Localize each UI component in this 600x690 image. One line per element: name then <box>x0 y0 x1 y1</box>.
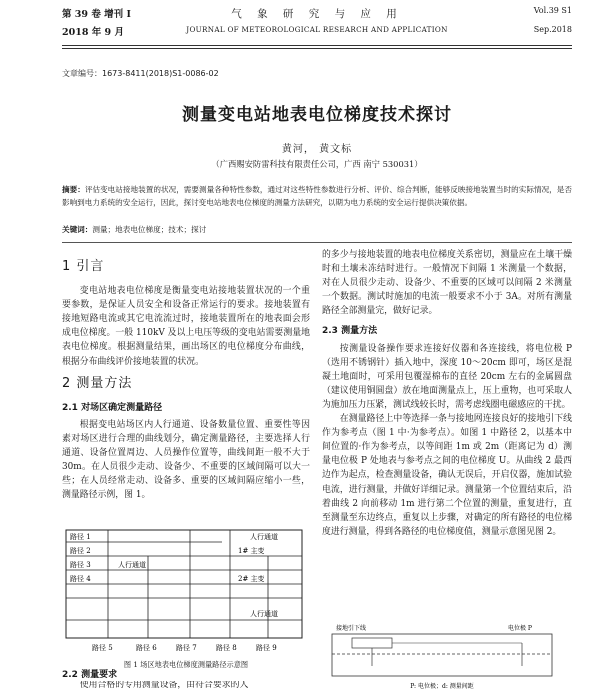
section-1-paragraph: 变电站地表电位梯度是衡量变电站接地装置状况的一个重要参数，是保证人员安全和设备正常运行的要求。接地装置有接地短路电流或其它电流流过时，接地装置所在的地表面会形成电位梯度。一般 110kV 及以上电压等级的变电站需要测量地表电位梯度。根据测量结果，画出场区的电位梯度分布曲线，根据分布曲线评价接地装置的状况。 <box>62 286 310 367</box>
meter-box <box>352 638 392 648</box>
right-column <box>322 248 572 539</box>
abstract-label: 摘要： <box>62 185 85 194</box>
path-label-9: 路径 9 <box>256 644 277 652</box>
down-conductor-label: 接地引下线 <box>336 625 367 632</box>
aisle-bottom-label: 人行通道 <box>250 610 278 618</box>
abstract <box>62 183 572 209</box>
section-2-2-body <box>62 681 310 690</box>
figure-2-caption: P: 电位极；d: 测量间距 <box>410 683 474 690</box>
article-number: 文章编号：1673-8411(2018)S1-0086-02 <box>62 69 219 78</box>
path-label-8: 路径 8 <box>216 644 237 652</box>
header-rule <box>62 48 572 49</box>
section-2-1-heading: 2.1 对场区确定测量路径 <box>62 402 163 413</box>
path-label-5: 路径 5 <box>92 644 113 652</box>
volume-en: Vol.39 S1 <box>533 6 572 15</box>
right-paragraph-0: 的多少与接地装置的地表电位梯度关系密切，测量应在土壤干燥时和土壤未冻结时进行。一般情况下间隔 1 米测量一个数据，对在人员很少走动、设备少、不重要的区域可以间隔 2 米测量一个数据。测试时施加的电流一般要求不小于 3A。对所有测量路径全部测量完，做好记录。 <box>322 250 572 317</box>
transformer-2-label: 2# 主变 <box>238 575 265 583</box>
section-2-2-paragraph: 使用合格的专用测量设备，由符合要求的人 <box>79 681 249 690</box>
aisle-mid-label: 人行通道 <box>118 561 146 569</box>
section-2-3-paragraph-1: 按测量设备操作要求连接好仪器和各连接线，将电位极 P（选用不锈钢针）插入地中，深度 10～20cm 即可，场区是混凝土地面时，可采用包覆湿棉布的直径 20cm 左右的金属圆盘（建议使用铜圆盘）放在地面测量点上，压上重物，也可采取人为施加压力压紧，测试线较长时，需考虑线圈电磁感应的干扰。 <box>322 343 572 410</box>
section-2-heading: 2 测量方法 <box>62 375 133 391</box>
paper-title: 测量变电站地表电位梯度技术探讨 <box>182 105 452 125</box>
left-column <box>62 252 310 502</box>
section-2-2-heading: 2.2 测量要求 <box>62 670 118 680</box>
path-label-7: 路径 7 <box>176 644 197 652</box>
journal-name-cn: 气 象 研 究 与 应 用 <box>231 8 403 20</box>
affiliation: （广西赐安防雷科技有限责任公司，广西 南宁 530031） <box>211 159 423 169</box>
path-label-4: 路径 4 <box>70 575 91 583</box>
transformer-1-label: 1# 主变 <box>238 547 265 555</box>
date-cn: 2018 年 9 月 <box>62 27 124 38</box>
authors: 黄河， 黄文标 <box>281 144 353 155</box>
aisle-top-label: 人行通道 <box>250 533 278 541</box>
figure-2-diagram <box>322 610 572 690</box>
figure-2-frame <box>332 634 552 676</box>
section-2-3-heading: 2.3 测量方法 <box>322 326 378 337</box>
section-2-3-paragraph-2: 在测量路径上中等选择一条与接地网连接良好的接地引下线作为参考点（图 1 中·为参考点）。如图 1 中路径 2，以基本中间位置的·作为参考点，以等间距 1m 或 2m（距离记为 d）测量电位极 P 处地表与参考点之间的电位梯度 U。从曲线 2 最西边作为起点，检查测量设备，确认无误后，开启仪器，施加试验电流，进行测量，并做好详细记录。测量第一个位置结束后，沿着曲线 2 向前移动 1m 进行第二个位置的测量，重复进行，直至测量至东边终点，重复以上步骤，对确定的所有路径的电位梯度进行测量，得到各路径的电位梯度值，测量示意图见图 2。 <box>322 414 572 537</box>
keywords-label: 关键词： <box>62 225 93 234</box>
journal-name-en: JOURNAL OF METEOROLOGICAL RESEARCH AND APPLICATION <box>186 25 448 34</box>
path-label-3: 路径 3 <box>70 561 91 569</box>
abstract-text: 评估变电站接地装置的状况，需要测量各种特性参数，通过对这些特性参数进行分析、评价、综合判断，能够反映接地装置当时的实际情况，是否影响到电力系统的安全运行，因此，探讨变电站地表电位梯度的测量方法研究，以期为电力系统的安全运行提供决策依据。 <box>62 185 572 207</box>
path-label-2: 路径 2 <box>70 547 91 555</box>
section-1-heading: 1 引言 <box>62 259 105 274</box>
section-2-1-paragraph: 根据变电站场区内人行通道、设备数量位置、重要性等因素对场区进行合理的曲线划分，确定测量路径，主要选择人行通道、设备位置周边、人员操作位置等，曲线间距一般不大于 30m。在人员很少走动、设备少、不重要的区域间隔可以大一些；在人员经常走动、设备多、重要的区域间隔应缩小一些，测量路径示例，图 1。 <box>62 419 310 501</box>
abstract-separator <box>62 242 572 243</box>
electrode-label: 电位极 P <box>508 625 532 632</box>
path-label-6: 路径 6 <box>136 644 157 652</box>
figure-1-diagram <box>62 528 310 654</box>
keywords <box>62 224 572 235</box>
volume-cn: 第 39 卷 增刊 I <box>62 9 131 20</box>
keywords-text: 测量；地表电位梯度；技术；探讨 <box>92 225 207 234</box>
path-label-1: 路径 1 <box>70 533 91 541</box>
figure-1-caption: 图 1 场区地表电位梯度测量路径示意图 <box>123 660 249 669</box>
date-en: Sep.2018 <box>533 25 572 34</box>
journal-header <box>62 6 572 46</box>
